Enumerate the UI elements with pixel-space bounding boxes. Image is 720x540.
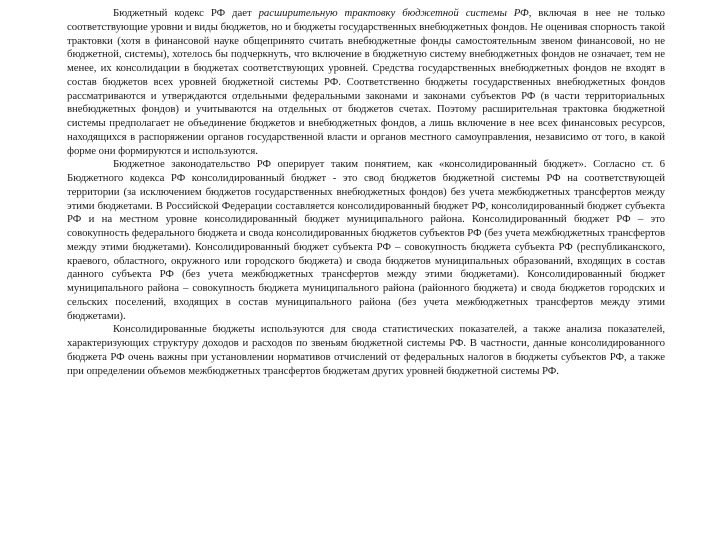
paragraph-budget-system <box>67 7 665 158</box>
paragraph-1-italic-term: расширительную трактовку бюджетной системы РФ <box>258 7 529 19</box>
document-text <box>67 7 665 378</box>
paragraph-1-lead: Бюджетный кодекс РФ дает <box>113 7 259 19</box>
paragraph-consolidated-usage: Консолидированные бюджеты используются для свода статистических показателей, а также анализа показателей, характеризующих структуру доходов и расходов по звеньям бюджетной системы РФ. В частности, данные консолидированного бюджета РФ очень важны при установлении нормативов отчислений от федеральных налогов в бюджеты субъектов РФ, а также при определении объемов межбюджетных трансфертов бюджетам других уровней бюджетной системы РФ. <box>67 323 665 377</box>
paragraph-consolidated-budget: Бюджетное законодательство РФ оперирует таким понятием, как «консолидированный бюджет». Согласно ст. 6 Бюджетного кодекса РФ консолидированный бюджет - это свод бюджетов бюджетной системы РФ на соответствующей территории (за исключением бюджетов государственных внебюджетных фондов) без учета межбюджетных трансфертов между этими бюджетами. В Российской Федерации составляется консолидированный бюджет РФ, консолидированный бюджет субъекта РФ и на местном уровне консолидированный бюджет муниципального района. Консолидированный бюджет РФ – это совокупность федерального бюджета и свода консолидированных бюджетов субъектов РФ (без учета межбюджетных трансфертов между этими бюджетами). Консолидированный бюджет субъекта РФ – совокупность бюджета субъекта РФ (республиканского, краевого, областного, окружного или городского бюджета) и свода бюджетов муниципальных образований, входящих в состав данного субъекта РФ (без учета межбюджетных трансфертов между этими бюджетами). Консолидированный бюджет муниципального района – совокупность бюджета муниципального района (районного бюджета) и свода бюджетов городских и сельских поселений, входящих в состав муниципального района (без учета межбюджетных трансфертов между этими бюджетами). <box>67 158 665 322</box>
paragraph-1-body: , включая в нее не только соответствующие уровни и виды бюджетов, но и бюджеты государственных внебюджетных фондов. Не оценивая спорность такой трактовки (хотя в финансовой науке общепринято считать внебюджетные фонды самостоятельным звеном финансовой, но не бюджетной, системы), хотелось бы подчеркнуть, что включение в бюджетную систему внебюджетных фондов не означает, тем не менее, их консолидации в бюджетах соответствующих уровней. Средства государственных внебюджетных фондов не входят в состав бюджетов всех уровней бюджетной системы РФ. Соответственно бюджеты государственных внебюджетных фондов рассматриваются и утверждаются отдельными федеральными законами и законами субъектов РФ (в части территориальных внебюджетных фондов) и учитываются на отдельных от бюджетов счетах. Поэтому расширительная трактовка бюджетной системы предполагает не объединение бюджетов и внебюджетных фондов, а лишь включение в нее всех финансовых ресурсов, находящихся в распоряжении органов государственной власти и органов местного самоуправления, независимо от того, в какой форме они формируются и используются. <box>67 7 665 157</box>
